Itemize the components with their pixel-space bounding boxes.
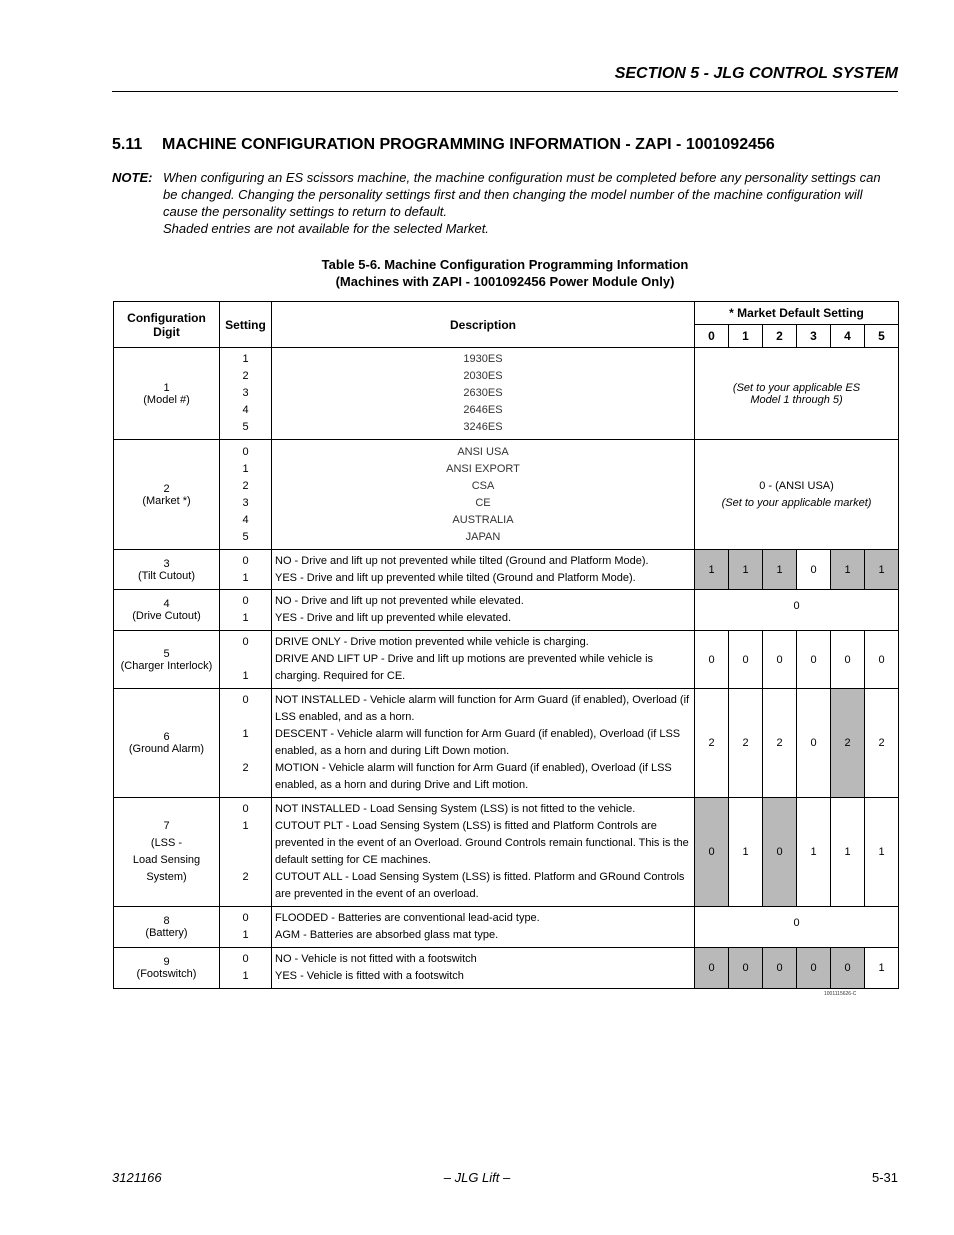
description-line: DRIVE AND LIFT UP - Drive and lift up motions are prevented while vehicle is charging. Required for CE. <box>275 653 654 682</box>
market-value-cell: 2 <box>831 689 865 798</box>
description-line: DESCENT - Vehicle alarm will function for Arm Guard (if enabled), Overload (if LSS enabled, as a horn and during Lift Down motion. <box>275 728 681 757</box>
section-heading <box>112 136 775 154</box>
market-value-cell: 0 <box>695 631 729 689</box>
config-digit-cell <box>114 948 220 989</box>
digit-number: 6 <box>163 731 170 743</box>
note-text: When configuring an ES scissors machine, the machine configuration must be completed before any personality settings can be changed. Changing the personality settings first and then changing the model number of the machine configuration will cause the personality settings to return to default. <box>163 170 881 219</box>
digit-name: (Charger Interlock) <box>120 659 213 672</box>
setting-value: 2 <box>242 479 249 492</box>
setting-value: 4 <box>242 513 249 526</box>
table-row <box>114 948 899 989</box>
setting-value: 0 <box>242 912 249 924</box>
running-header: SECTION 5 - JLG CONTROL SYSTEM <box>614 65 898 82</box>
setting-cell <box>220 348 272 440</box>
description-cell <box>272 689 695 798</box>
setting-cell <box>220 440 272 550</box>
config-digit-cell <box>114 550 220 590</box>
setting-cell <box>220 631 272 689</box>
setting-value: 0 <box>242 595 249 607</box>
section-number: 5.11 <box>112 136 143 153</box>
config-digit-cell <box>114 440 220 550</box>
market-value-cell: 0 <box>763 798 797 907</box>
table-caption <box>112 256 898 290</box>
setting-value: 2 <box>242 370 249 382</box>
setting-cell <box>220 948 272 989</box>
description-cell <box>272 590 695 631</box>
setting-value: 1 <box>242 728 249 740</box>
description-line: YES - Drive and lift up prevented while elevated. <box>275 612 512 624</box>
setting-value: 0 <box>242 953 249 965</box>
market-value-cell: 0 <box>695 948 729 989</box>
merged-default-cell: 0 <box>695 907 899 948</box>
market-value-cell: 0 <box>797 550 831 590</box>
setting-value: 0 <box>242 636 249 648</box>
table-row <box>114 590 899 631</box>
table-row <box>114 440 899 550</box>
setting-value: 3 <box>242 496 249 509</box>
market-value-cell: 0 <box>797 948 831 989</box>
description-cell <box>272 907 695 948</box>
description-line: 2030ES <box>463 370 503 382</box>
market-value-cell: 1 <box>831 550 865 590</box>
market-value-cell: 1 <box>729 550 763 590</box>
table-caption-line1: Table 5-6. Machine Configuration Programming Information <box>321 257 689 272</box>
digit-name: (Model #) <box>143 393 190 406</box>
footer-page-number: 5-31 <box>871 1170 898 1185</box>
description-line: AUSTRALIA <box>452 513 514 526</box>
merged-default-cell <box>695 440 899 550</box>
setting-value: 1 <box>242 571 249 584</box>
table-caption-line2: (Machines with ZAPI - 1001092456 Power Module Only) <box>335 274 675 289</box>
digit-name: (Market *) <box>142 494 191 507</box>
setting-cell <box>220 907 272 948</box>
market-value-cell: 0 <box>865 631 899 689</box>
config-digit-cell <box>114 348 220 440</box>
digit-number: 4 <box>163 598 170 610</box>
description-line: FLOODED - Batteries are conventional lead-acid type. <box>275 912 540 924</box>
description-line: 2646ES <box>463 404 503 416</box>
description-line: 3246ES <box>463 421 503 433</box>
digit-name: (Tilt Cutout) <box>137 569 196 582</box>
digit-name: (Ground Alarm) <box>128 743 205 755</box>
setting-value: 2 <box>242 762 249 774</box>
market-value-cell: 0 <box>729 948 763 989</box>
setting-value: 5 <box>242 421 249 433</box>
description-line: NO - Vehicle is not fitted with a footswitch <box>275 953 477 965</box>
description-line: YES - Vehicle is fitted with a footswitch <box>275 970 464 982</box>
table-row <box>114 631 899 689</box>
figure-id: 1001115626-C <box>824 991 857 997</box>
merged-default-cell: (Set to your applicable ES Model 1 through 5) <box>695 348 899 440</box>
table-row <box>114 550 899 590</box>
section-title: MACHINE CONFIGURATION PROGRAMMING INFORMATION - ZAPI - 1001092456 <box>162 136 775 153</box>
market-value-cell: 1 <box>729 798 763 907</box>
digit-number: 5 <box>163 647 170 660</box>
setting-value: 1 <box>242 353 249 365</box>
market-value-cell: 1 <box>865 550 899 590</box>
market-value-cell: 0 <box>797 631 831 689</box>
description-line: ANSI EXPORT <box>446 462 520 475</box>
footer-doc-number: 3121166 <box>112 1170 162 1185</box>
description-line: NOT INSTALLED - Load Sensing System (LSS) is not fitted to the vehicle. <box>275 803 636 815</box>
market-value-cell: 1 <box>797 798 831 907</box>
setting-value: 1 <box>242 670 249 682</box>
header-market-default: * Market Default Setting <box>695 302 899 325</box>
setting-value: 2 <box>242 871 249 883</box>
setting-cell <box>220 798 272 907</box>
config-digit-cell <box>114 798 220 907</box>
digit-name: System) <box>146 871 187 883</box>
setting-value: 1 <box>242 612 249 624</box>
config-table <box>113 301 899 989</box>
market-value-cell: 2 <box>865 689 899 798</box>
setting-value: 1 <box>242 462 249 475</box>
market-value-cell: 0 <box>695 798 729 907</box>
description-cell <box>272 348 695 440</box>
market-value-cell: 1 <box>865 798 899 907</box>
setting-value: 4 <box>242 404 249 416</box>
description-cell <box>272 948 695 989</box>
header-market-2: 2 <box>763 325 797 348</box>
digit-name: (LSS - <box>150 837 183 849</box>
description-line: 2630ES <box>463 387 503 399</box>
merged-default-value: 0 - (ANSI USA) <box>759 479 834 492</box>
table-row <box>114 689 899 798</box>
market-value-cell: 2 <box>729 689 763 798</box>
description-line: YES - Drive and lift up prevented while tilted (Ground and Platform Mode). <box>275 571 636 584</box>
market-value-cell: 0 <box>831 631 865 689</box>
table-row <box>114 348 899 440</box>
setting-value: 3 <box>242 387 249 399</box>
digit-number: 3 <box>163 557 170 570</box>
setting-value: 5 <box>242 530 249 543</box>
market-value-cell: 1 <box>695 550 729 590</box>
description-cell <box>272 631 695 689</box>
description-cell <box>272 440 695 550</box>
config-digit-cell <box>114 631 220 689</box>
digit-number: 9 <box>163 956 170 968</box>
description-line: AGM - Batteries are absorbed glass mat type. <box>275 929 499 941</box>
header-market-1: 1 <box>729 325 763 348</box>
market-value-cell: 0 <box>797 689 831 798</box>
merged-default-note: (Set to your applicable market) <box>721 496 872 509</box>
header-description: Description <box>272 302 695 348</box>
header-rule <box>112 91 898 92</box>
config-digit-cell <box>114 689 220 798</box>
config-digit-cell <box>114 907 220 948</box>
digit-number: 1 <box>163 381 170 394</box>
market-value-cell: 0 <box>729 631 763 689</box>
digit-number: 8 <box>163 915 170 927</box>
note-label: NOTE: <box>112 170 153 185</box>
header-market-4: 4 <box>831 325 865 348</box>
market-value-cell: 0 <box>831 948 865 989</box>
merged-default-cell: 0 <box>695 590 899 631</box>
setting-value: 0 <box>242 445 249 458</box>
market-value-cell: 1 <box>831 798 865 907</box>
setting-cell <box>220 689 272 798</box>
market-value-cell: 2 <box>763 689 797 798</box>
description-line: JAPAN <box>465 530 501 543</box>
setting-cell <box>220 550 272 590</box>
digit-number: 7 <box>163 820 170 832</box>
description-line: NO - Drive and lift up not prevented while tilted (Ground and Platform Mode). <box>275 554 649 567</box>
market-value-cell: 0 <box>763 631 797 689</box>
description-line: DRIVE ONLY - Drive motion prevented while vehicle is charging. <box>275 636 589 648</box>
header-market-5: 5 <box>865 325 899 348</box>
setting-value: 0 <box>242 554 249 567</box>
setting-value: 1 <box>242 970 249 982</box>
description-line: CSA <box>471 479 495 492</box>
table-row <box>114 798 899 907</box>
header-market-3: 3 <box>797 325 831 348</box>
market-value-cell: 1 <box>865 948 899 989</box>
market-value-cell: 1 <box>763 550 797 590</box>
table-row <box>114 907 899 948</box>
header-market-0: 0 <box>695 325 729 348</box>
description-line: NO - Drive and lift up not prevented while elevated. <box>275 595 524 607</box>
description-cell <box>272 550 695 590</box>
header-setting: Setting <box>220 302 272 348</box>
digit-name: (Footswitch) <box>136 968 197 980</box>
description-line: MOTION - Vehicle alarm will function for Arm Guard (if enabled), Overload (if LSS enabled, as a horn and during Drive and Lift motion. <box>275 762 672 791</box>
description-line: CUTOUT ALL - Load Sensing System (LSS) is fitted. Platform and GRound Controls are prevented in the event of an overload. <box>275 871 685 900</box>
digit-number: 2 <box>163 482 170 495</box>
market-value-cell: 0 <box>763 948 797 989</box>
note-shaded-text: Shaded entries are not available for the selected Market. <box>163 221 489 236</box>
config-digit-cell <box>114 590 220 631</box>
note-block <box>112 169 898 237</box>
header-config-digit: Configuration Digit <box>114 302 220 348</box>
setting-cell <box>220 590 272 631</box>
digit-name: Load Sensing <box>132 854 201 866</box>
description-line: CE <box>475 496 491 509</box>
digit-name: (Drive Cutout) <box>132 610 201 622</box>
footer-center: – JLG Lift – <box>443 1170 511 1185</box>
digit-name: (Battery) <box>145 927 188 939</box>
market-value-cell: 2 <box>695 689 729 798</box>
setting-value: 1 <box>242 929 249 941</box>
setting-value: 1 <box>242 820 249 832</box>
description-cell <box>272 798 695 907</box>
description-line: NOT INSTALLED - Vehicle alarm will function for Arm Guard (if enabled), Overload (if LSS enabled, and as a horn. <box>275 694 690 723</box>
description-line: 1930ES <box>463 353 503 365</box>
description-line: ANSI USA <box>457 445 509 458</box>
setting-value: 0 <box>242 803 249 815</box>
description-line: CUTOUT PLT - Load Sensing System (LSS) is fitted and Platform Controls are prevented in the event of an Overload. Ground Controls remain functional. This is the default setting for CE machines. <box>275 820 689 866</box>
setting-value: 0 <box>242 694 249 706</box>
